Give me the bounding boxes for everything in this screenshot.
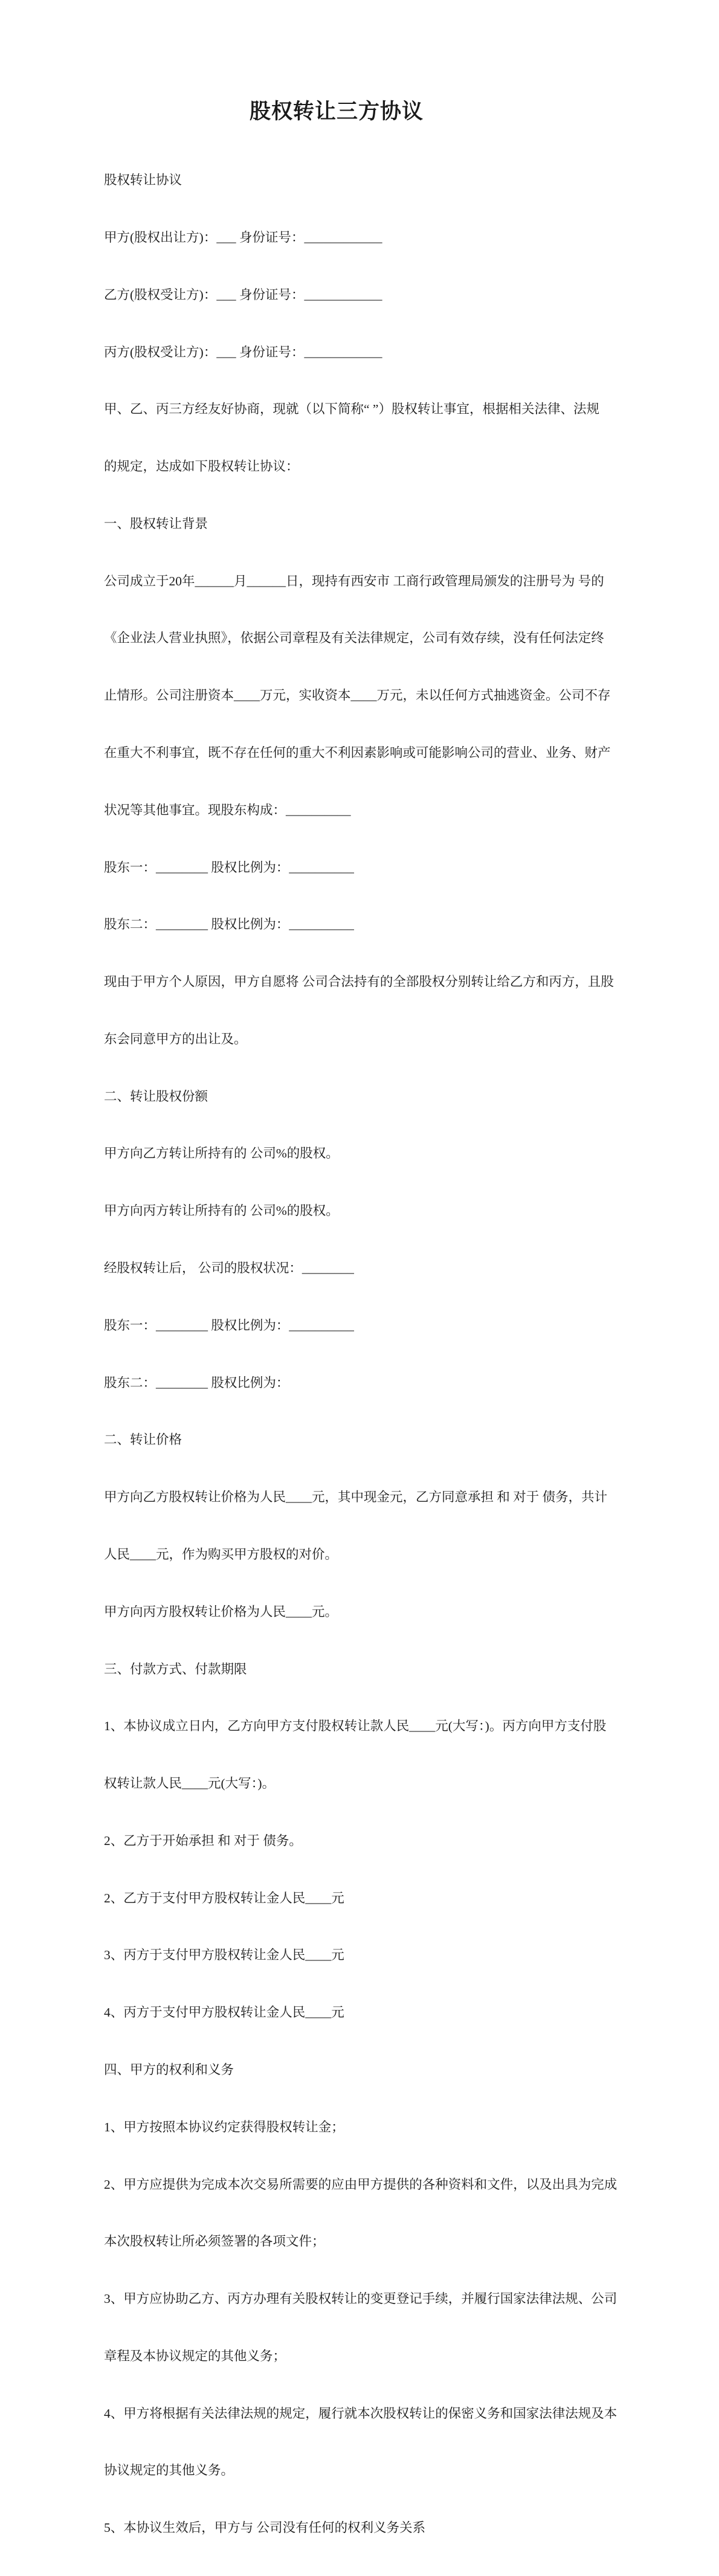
text-line: 协议规定的其他义务。	[104, 2463, 234, 2478]
text-line: 在重大不利事宜，既不存在任何的重大不利因素影响或可能影响公司的营业、业务、财产	[104, 745, 611, 760]
party-c-line: 丙方(股权受让方)：___ 身份证号：____________	[104, 344, 382, 359]
numbered-item: 3、丙方于支付甲方股权转让金人民____元	[104, 1948, 344, 1963]
shareholder-two-line: 股东二：________ 股权比例为：	[104, 1375, 289, 1390]
numbered-item: 2、甲方应提供为完成本次交易所需要的应由甲方提供的各种资料和文件，以及出具为完成	[104, 2177, 617, 2192]
numbered-item: 5、本协议生效后，甲方与 公司没有任何的权利义务关系	[104, 2520, 426, 2536]
document-body	[104, 133, 719, 2576]
text-line: 状况等其他事宜。现股东构成：__________	[104, 802, 351, 817]
text-line: 甲方向乙方股权转让价格为人民____元，其中现金元，乙方同意承担 和 对于 债务，共计	[104, 1490, 608, 1505]
numbered-item: 4、甲方将根据有关法律法规的规定，履行就本次股权转让的保密义务和国家法律法规及本	[104, 2406, 617, 2421]
section-heading: 二、转让价格	[104, 1432, 182, 1447]
text-line: 人民____元，作为购买甲方股权的对价。	[104, 1547, 338, 1562]
text-line: 甲方向乙方转让所持有的 公司%的股权。	[104, 1146, 339, 1161]
preamble-line: 的规定，达成如下股权转让协议：	[104, 459, 299, 474]
party-a-line: 甲方(股权出让方)：___ 身份证号：____________	[104, 230, 382, 245]
subtitle-line: 股权转让协议	[104, 173, 182, 188]
text-line: 现由于甲方个人原因，甲方自愿将 公司合法持有的全部股权分别转让给乙方和丙方，且股	[104, 974, 614, 990]
shareholder-two-line: 股东二：________ 股权比例为：__________	[104, 917, 354, 932]
text-line: 止情形。公司注册资本____万元，实收资本____万元，未以任何方式抽逃资金。公司不存	[104, 688, 611, 703]
text-line: 权转让款人民____元(大写：)。	[104, 1776, 276, 1791]
numbered-item: 1、本协议成立日内，乙方向甲方支付股权转让款人民____元(大写：)。丙方向甲方支付股	[104, 1719, 607, 1734]
text-line: 章程及本协议规定的其他义务；	[104, 2348, 286, 2363]
text-line: 公司成立于20年______月______日，现持有西安市 工商行政管理局颁发的注册号为 号的	[104, 573, 604, 588]
numbered-item: 2、乙方于开始承担 和 对于 债务。	[104, 1833, 302, 1848]
preamble-line: 甲、乙、丙三方经友好协商，现就（以下简称“ ”）股权转让事宜，根据相关法律、法规	[104, 402, 599, 417]
text-line: 甲方向丙方股权转让价格为人民____元。	[104, 1604, 338, 1619]
numbered-item: 3、甲方应协助乙方、丙方办理有关股权转让的变更登记手续，并履行国家法律法规、公司	[104, 2291, 617, 2307]
section-heading: 一、股权转让背景	[104, 516, 208, 531]
numbered-item: 1、甲方按照本协议约定获得股权转让金；	[104, 2119, 344, 2134]
text-line: 经股权转让后， 公司的股权状况：________	[104, 1261, 354, 1276]
numbered-item: 2、乙方于支付甲方股权转让金人民____元	[104, 1890, 344, 1905]
text-line: 本次股权转让所必须签署的各项文件；	[104, 2234, 325, 2249]
section-heading: 二、转让股权份额	[104, 1089, 208, 1104]
section-heading: 四、甲方的权利和义务	[104, 2062, 234, 2077]
party-b-line: 乙方(股权受让方)：___ 身份证号：____________	[104, 287, 382, 302]
shareholder-one-line: 股东一：________ 股权比例为：__________	[104, 1318, 354, 1333]
text-line: 《企业法人营业执照》，依据公司章程及有关法律规定，公司有效存续，没有任何法定终	[104, 631, 604, 646]
shareholder-one-line: 股东一：________ 股权比例为：__________	[104, 860, 354, 875]
document-title: 股权转让三方协议	[249, 100, 424, 123]
text-line: 东会同意甲方的出让及。	[104, 1031, 247, 1046]
section-heading: 三、付款方式、付款期限	[104, 1661, 247, 1676]
text-line: 甲方向丙方转让所持有的 公司%的股权。	[104, 1203, 339, 1219]
numbered-item: 4、丙方于支付甲方股权转让金人民____元	[104, 2005, 344, 2020]
